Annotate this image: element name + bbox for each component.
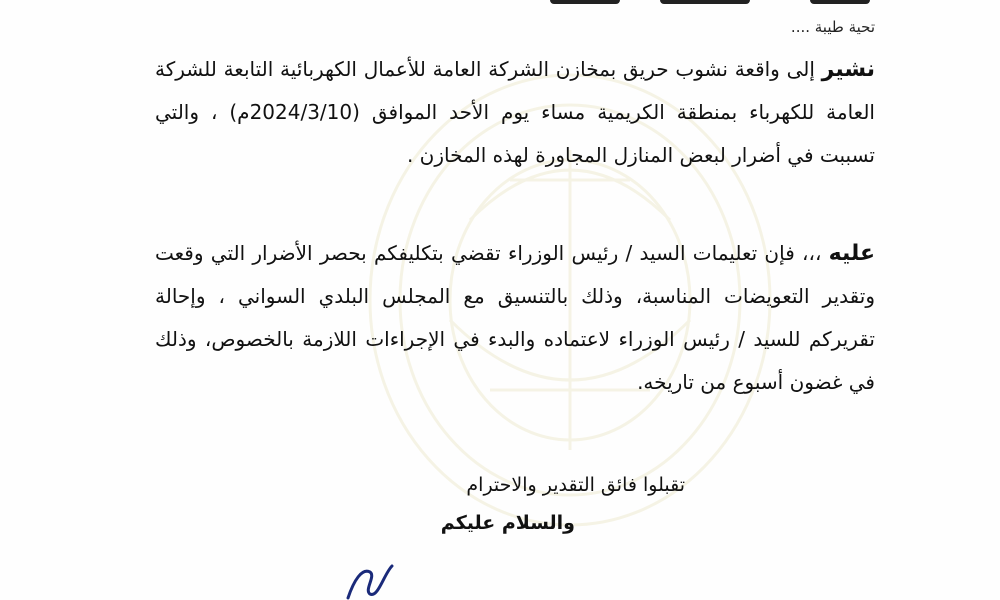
salutation: والسلام عليكم (440, 512, 575, 534)
paragraph-text: ،،، فإن تعليمات السيد / رئيس الوزراء تقضي بتكليفكم بحصر الأضرار التي وقعت وتقدير التعويضات المناسبة، وذلك بالتنسيق مع المجلس البلدي السواني ، وإحالة تقريركم للسيد / رئيس الوزراء لاعتماده والبدء في الإجراءات اللازمة بالخصوص، وذلك في غضون أسبوع من تاريخه. (155, 241, 875, 394)
signature-icon (340, 560, 410, 600)
cut-off-header-text (410, 0, 870, 6)
paragraph-text: إلى واقعة نشوب حريق بمخازن الشركة العامة للأعمال الكهربائية التابعة للشركة العامة للكهرباء بمنطقة الكريمية مساء يوم الأحد الموافق (2024/3/10م) ، والتي تسببت في أضرار لبعض المنازل المجاورة لهذه المخازن . (155, 57, 875, 167)
paragraph-instructions (155, 232, 875, 404)
paragraph-incident (155, 48, 875, 177)
paragraph-lead-word: عليه (828, 241, 875, 266)
paragraph-lead-word: نشير (821, 57, 875, 82)
greeting: تحية طيبة .... (790, 18, 875, 36)
closing-line: تقبلوا فائق التقدير والاحترام (466, 474, 685, 496)
